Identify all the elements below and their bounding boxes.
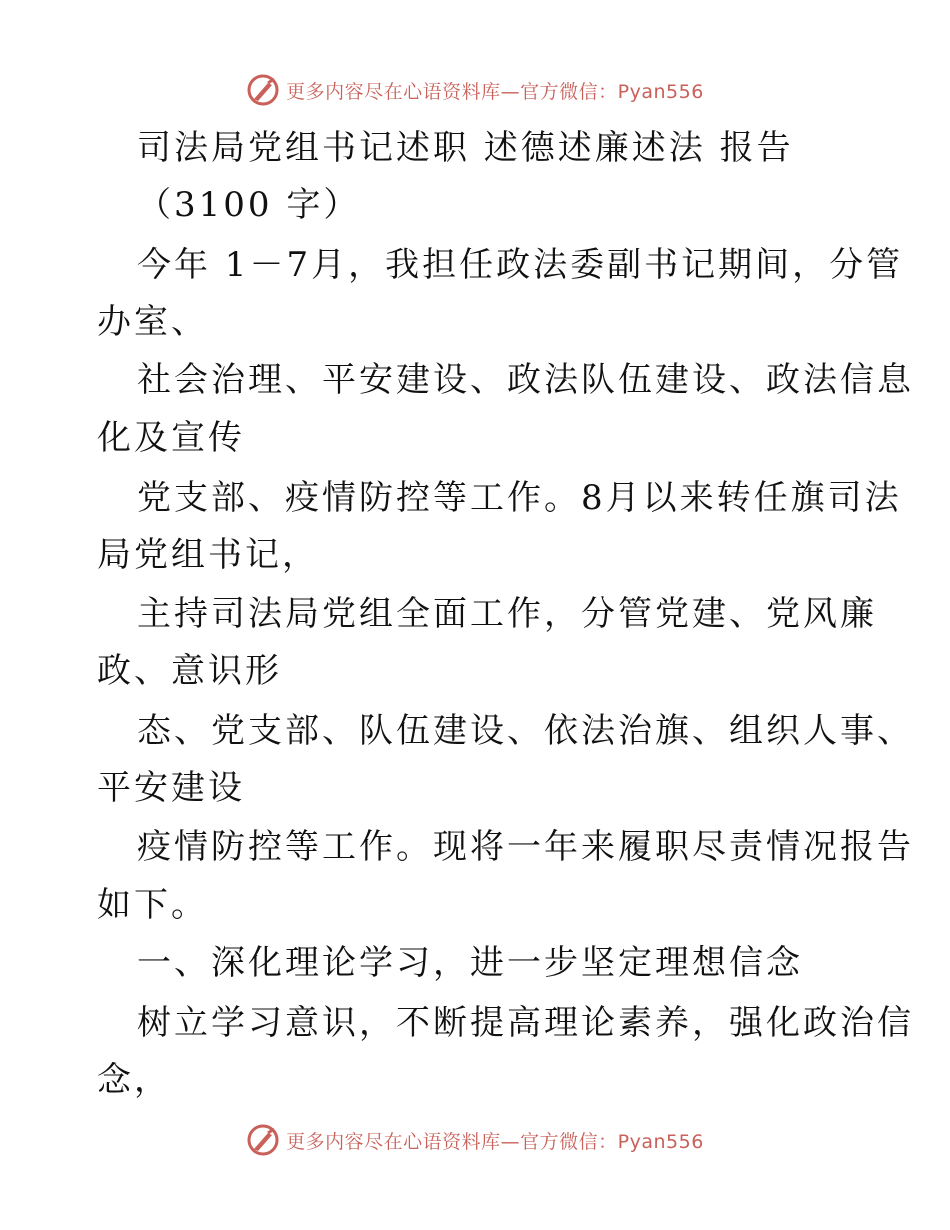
paragraph-line: 政、意识形 <box>97 651 282 691</box>
pen-logo-icon <box>246 1123 280 1157</box>
paragraph-line: 局党组书记， <box>97 535 319 575</box>
paragraph-line: 社会治理、平安建设、政法队伍建设、政法信息 <box>137 360 914 400</box>
paragraph-line: 主持司法局党组全面工作，分管党建、党风廉 <box>137 594 877 634</box>
footer-watermark <box>0 1120 950 1160</box>
paragraph-line: 疫情防控等工作。现将一年来履职尽责情况报告 <box>137 827 914 867</box>
paragraph-line: 党支部、疫情防控等工作。8月以来转任旗司法 <box>137 478 902 518</box>
paragraph-line: 今年 1－7月，我担任政法委副书记期间，分管 <box>137 245 904 285</box>
watermark-text: 更多内容尽在心语资料库—官方微信：Pyan556 <box>286 80 704 103</box>
paragraph-line: 办室、 <box>97 302 208 342</box>
watermark-text: 更多内容尽在心语资料库—官方微信：Pyan556 <box>286 1130 704 1153</box>
paragraph-line: 平安建设 <box>97 768 245 808</box>
paragraph-line: 树立学习意识，不断提高理论素养，强化政治信 <box>137 1003 914 1043</box>
paragraph-line: 态、党支部、队伍建设、依法治旗、组织人事、 <box>137 711 914 751</box>
paragraph-line: 念， <box>97 1060 171 1100</box>
word-count: （3100 字） <box>137 185 361 225</box>
paragraph-line: 化及宣传 <box>97 418 245 458</box>
document-title: 司法局党组书记述职 述德述廉述法 报告 <box>137 128 794 168</box>
section-heading: 一、深化理论学习，进一步坚定理想信念 <box>137 943 803 983</box>
paragraph-line: 如下。 <box>97 885 208 925</box>
